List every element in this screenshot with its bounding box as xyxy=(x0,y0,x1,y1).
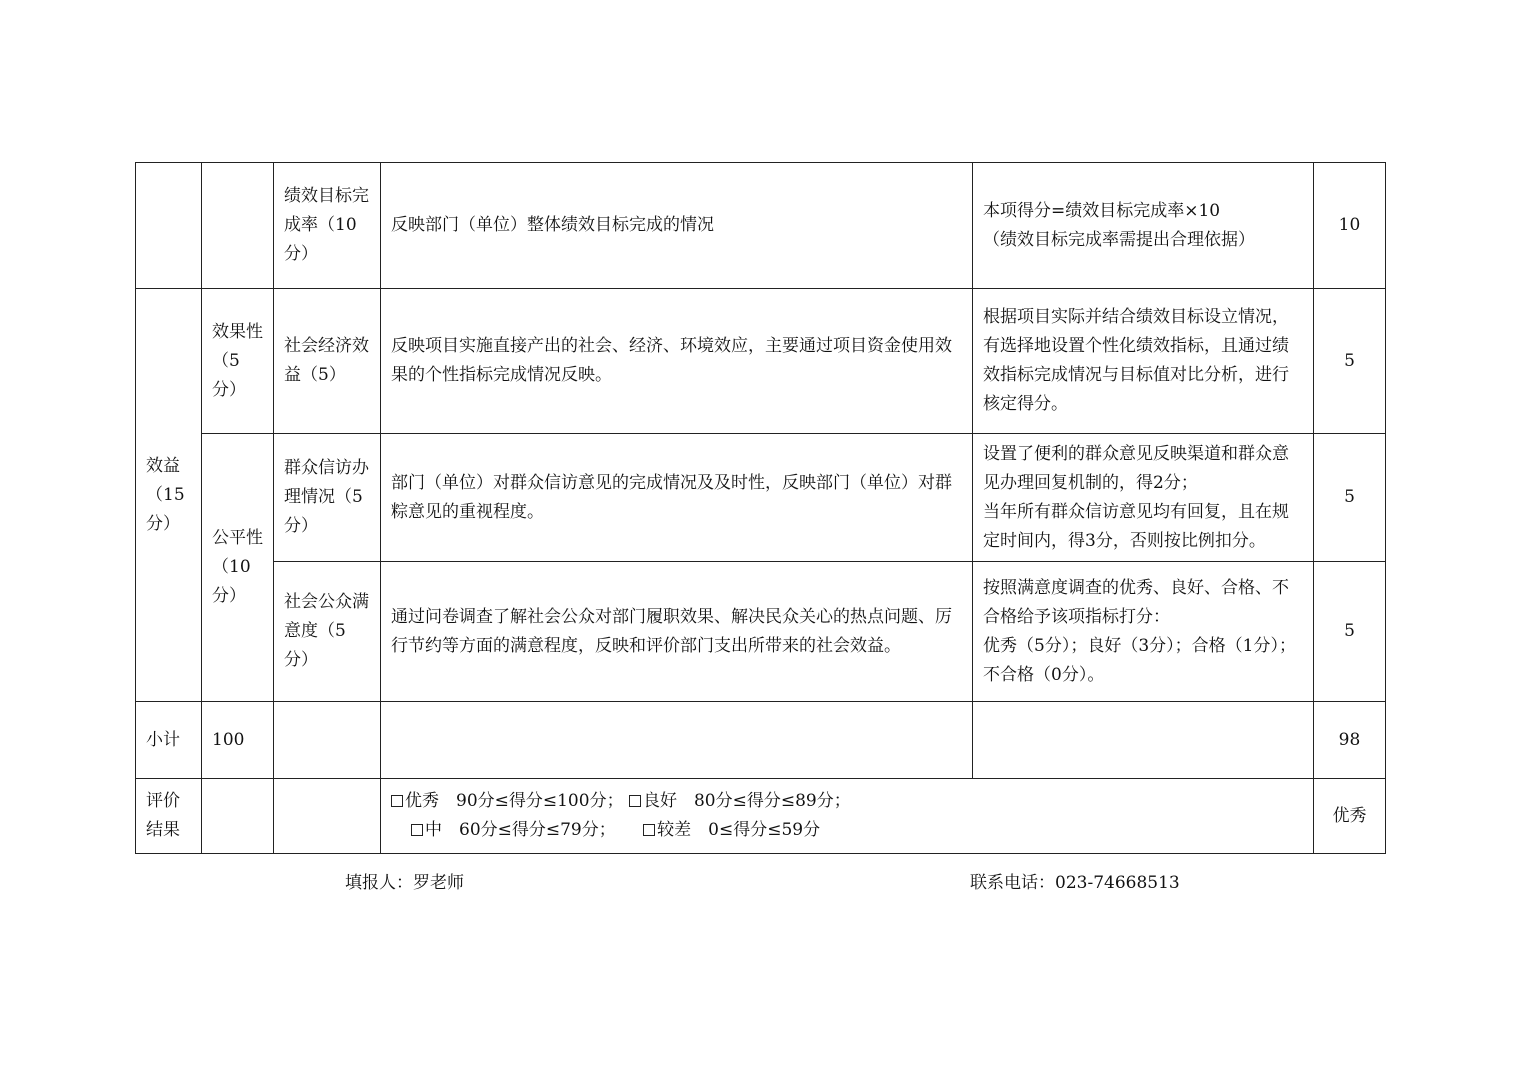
subtotal-full-score: 100 xyxy=(202,702,274,779)
score-cell: 5 xyxy=(1314,562,1386,702)
grade-options-line xyxy=(391,787,1303,816)
table-row xyxy=(136,163,1386,289)
description-cell: 部门（单位）对群众信访意见的完成情况及及时性，反映部门（单位）对群粽意见的重视程度。 xyxy=(381,434,973,562)
subtotal-score: 98 xyxy=(1314,702,1386,779)
score-cell: 5 xyxy=(1314,434,1386,562)
indicator-cell: 绩效目标完成率（10分） xyxy=(274,163,381,289)
scoring-rule-cell: 根据项目实际并结合绩效目标设立情况，有选择地设置个性化绩效指标，且通过绩效指标完成情况与目标值对比分析，进行核定得分。 xyxy=(973,289,1314,434)
table-row xyxy=(136,289,1386,434)
grade-option-excellent: 优秀 90分≤得分≤100分； xyxy=(405,791,624,811)
indicator-cell: 社会公众满意度（5分） xyxy=(274,562,381,702)
dimension-benefit: 效益（15分） xyxy=(136,289,202,702)
rule-line: 当年所有群众信访意见均有回复，且在规定时间内，得3分，否则按比例扣分。 xyxy=(983,501,1289,551)
grade-option-poor: 较差 0≤得分≤59分 xyxy=(657,820,821,840)
score-cell: 5 xyxy=(1314,289,1386,434)
scoring-rule-cell xyxy=(973,163,1314,289)
grade-options-line xyxy=(391,816,1303,845)
scoring-rule-cell xyxy=(973,562,1314,702)
result-value: 优秀 xyxy=(1314,779,1386,854)
grade-option-good: 良好 80分≤得分≤89分； xyxy=(642,791,851,811)
subtotal-row xyxy=(136,702,1386,779)
subtotal-label: 小计 xyxy=(136,702,202,779)
result-row xyxy=(136,779,1386,854)
checkbox-good[interactable] xyxy=(629,795,641,807)
scoring-rule-cell xyxy=(973,434,1314,562)
level1-cell-empty xyxy=(136,163,202,289)
table-row xyxy=(136,434,1386,562)
contact-phone: 联系电话：023-74668513 xyxy=(970,873,1180,893)
indicator-cell: 群众信访办理情况（5分） xyxy=(274,434,381,562)
rule-line: （绩效目标完成率需提出合理依据） xyxy=(983,229,1255,250)
grade-options-cell xyxy=(381,779,1314,854)
rule-line: 按照满意度调查的优秀、良好、合格、不合格给予该项指标打分： xyxy=(983,577,1289,627)
empty-cell xyxy=(274,702,381,779)
grade-option-medium: 中 60分≤得分≤79分； xyxy=(425,820,616,840)
checkbox-excellent[interactable] xyxy=(391,795,403,807)
table-row xyxy=(136,562,1386,702)
description-cell: 反映项目实施直接产出的社会、经济、环境效应，主要通过项目资金使用效果的个性指标完成情况反映。 xyxy=(381,289,973,434)
rule-line: 本项得分=绩效目标完成率×10 xyxy=(983,200,1221,221)
dimension-effect: 效果性（5分） xyxy=(202,289,274,434)
indicator-cell: 社会经济效益（5） xyxy=(274,289,381,434)
empty-cell xyxy=(973,702,1314,779)
checkbox-poor[interactable] xyxy=(643,824,655,836)
result-label: 评价结果 xyxy=(136,779,202,854)
level2-cell-empty xyxy=(202,163,274,289)
rule-line: 优秀（5分）；良好（3分）；合格（1分）；不合格（0分）。 xyxy=(983,635,1296,685)
empty-cell xyxy=(274,779,381,854)
description-cell: 通过问卷调查了解社会公众对部门履职效果、解决民众关心的热点问题、厉行节约等方面的满意程度，反映和评价部门支出所带来的社会效益。 xyxy=(381,562,973,702)
evaluation-table xyxy=(135,162,1386,854)
empty-cell xyxy=(381,702,973,779)
filler-name: 填报人：罗老师 xyxy=(345,873,464,893)
empty-cell xyxy=(202,779,274,854)
rule-line: 设置了便利的群众意见反映渠道和群众意见办理回复机制的，得2分； xyxy=(983,443,1289,493)
score-cell: 10 xyxy=(1314,163,1386,289)
checkbox-medium[interactable] xyxy=(411,824,423,836)
dimension-fairness: 公平性（10分） xyxy=(202,434,274,702)
description-cell: 反映部门（单位）整体绩效目标完成的情况 xyxy=(381,163,973,289)
